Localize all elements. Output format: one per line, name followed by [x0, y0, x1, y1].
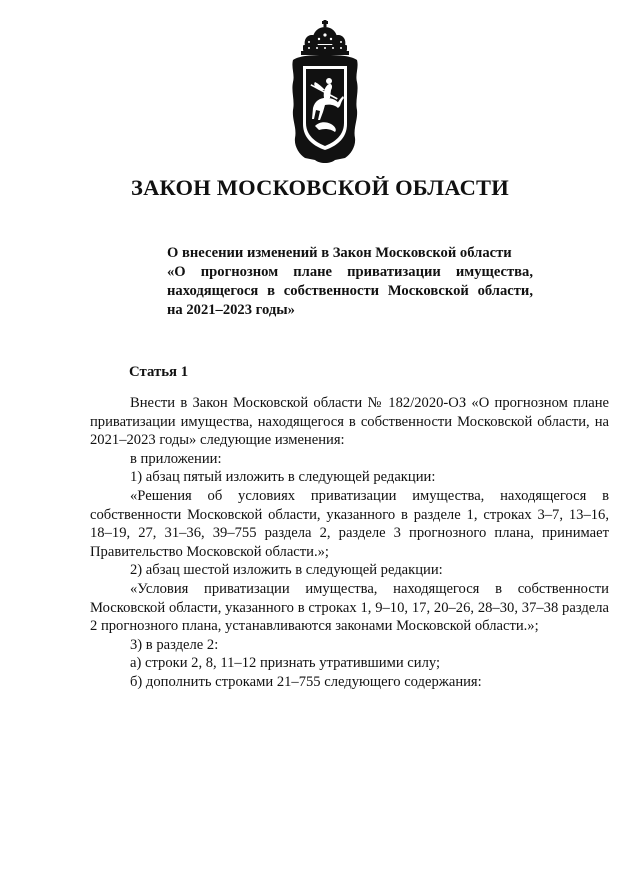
moscow-oblast-coat-of-arms-icon	[275, 20, 375, 170]
law-subtitle	[167, 244, 533, 320]
subtitle-line: О внесении изменений в Закон Московской области	[167, 245, 512, 261]
article-intro: Внести в Закон Московской области № 182/2020-ОЗ «О прогнозном плане приватизации имущества, находящегося в собственности Московской области, на 2021–2023 годы» следующие изменения:	[90, 395, 609, 449]
subtitle-line: «О прогнозном плане приватизации имущества,	[167, 264, 533, 280]
article-item: 1) абзац пятый изложить в следующей редакции:	[130, 469, 436, 486]
subtitle-line: на 2021–2023 годы»	[167, 302, 295, 318]
article-item: а) строки 2, 8, 11–12 признать утратившими силу;	[130, 655, 441, 672]
subtitle-line: находящегося в собственности Московской области,	[167, 283, 533, 299]
article-item: 3) в разделе 2:	[130, 636, 219, 653]
article-heading: Статья 1	[129, 364, 189, 380]
article-item: в приложении:	[130, 450, 222, 467]
article-item: 2) абзац шестой изложить в следующей редакции:	[130, 562, 443, 579]
article-item: «Решения об условиях приватизации имущества, находящегося в собственности Московской области, указанного в разделе 1, строках 3–7, 13–16, 18–19, 27, 31–36, 39–755 раздела 2, разделе 3 прогнозного плана, принимает Правительство Московской области.»;	[90, 487, 609, 560]
article-body	[90, 394, 609, 692]
article-item: «Условия приватизации имущества, находящегося в собственности Московской области, указанного в строках 1, 9–10, 17, 20–26, 28–30, 37–38 раздела 2 прогнозного плана, устанавливаются законами Московской области.»;	[90, 580, 609, 635]
document-title: ЗАКОН МОСКОВСКОЙ ОБЛАСТИ	[131, 175, 509, 200]
article-item: б) дополнить строками 21–755 следующего содержания:	[130, 673, 482, 690]
